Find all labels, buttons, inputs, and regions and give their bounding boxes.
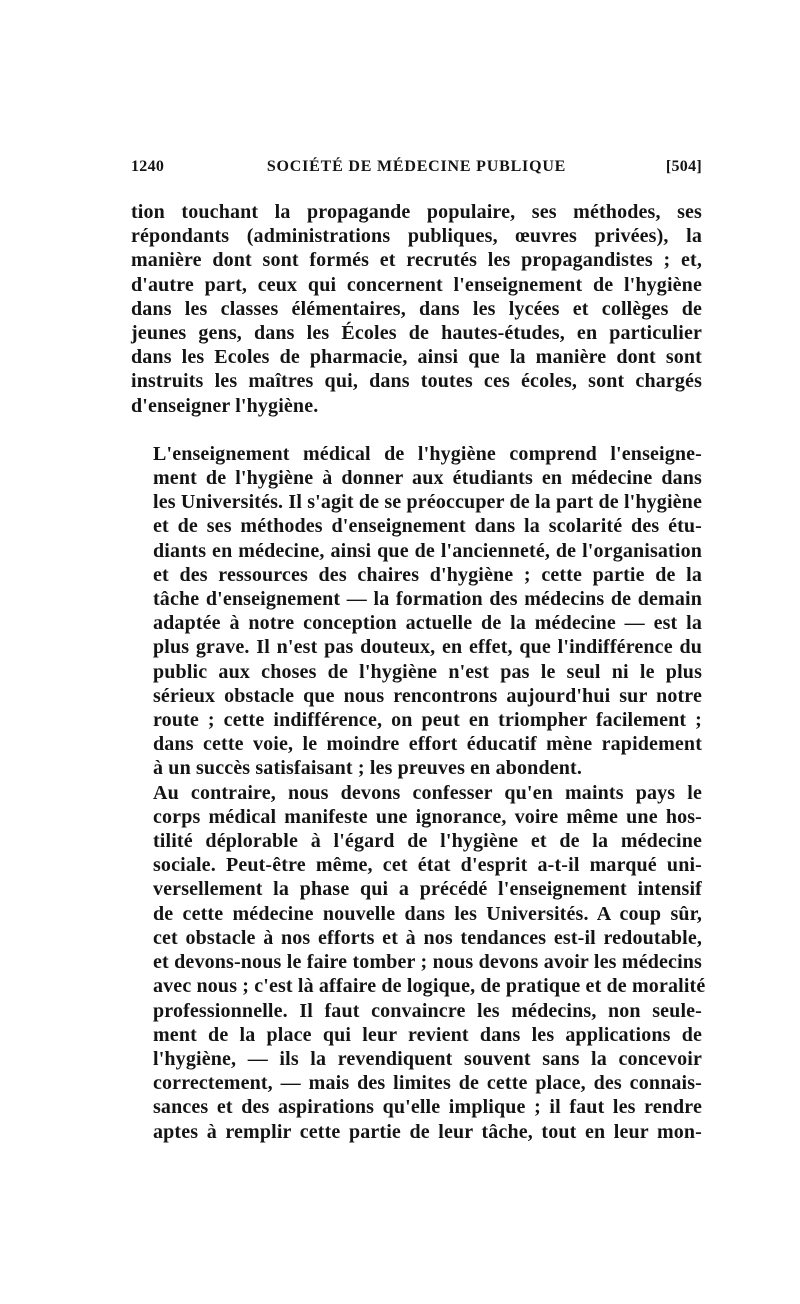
text-line: route ; cette indifférence, on peut en triompher facilement ; [153,709,702,732]
text-line: cet obstacle à nos efforts et à nos tendances est-il redoutable, [153,926,702,949]
text-line: d'autre part, ceux qui concernent l'enseignement de l'hygiène [131,273,702,296]
running-head [131,158,702,180]
text-line: sances et des aspirations qu'elle implique ; il faut les rendre [153,1096,702,1119]
text-line: les Universités. Il s'agit de se préoccuper de la part de l'hygiène [153,491,702,514]
text-line: tâche d'enseignement — la formation des médecins de demain [153,588,702,611]
paragraph-1 [131,200,702,418]
text-line: manière dont sont formés et recrutés les propagandistes ; et, [131,249,702,272]
text-line: public aux choses de l'hygiène n'est pas le seul ni le plus [153,660,702,683]
body-text [131,200,706,1144]
text-line: l'hygiène, — ils la revendiquent souvent sans la concevoir [153,1047,702,1070]
page-number: 1240 [131,158,165,175]
text-line: dans les Ecoles de pharmacie, ainsi que la manière dont sont [131,346,702,369]
text-line: plus grave. Il n'est pas douteux, en effet, que l'indifférence du [153,636,702,659]
text-line: L'enseignement médical de l'hygiène comprend l'enseigne- [153,442,702,465]
text-line: dans les classes élémentaires, dans les lycées et collèges de [131,297,702,320]
page-reference: [504] [665,158,702,175]
text-line: ment de l'hygiène à donner aux étudiants en médecine dans [153,467,702,490]
text-line: versellement la phase qui a précédé l'enseignement intensif [153,878,702,901]
text-line: professionnelle. Il faut convaincre les médecins, non seule- [153,999,702,1022]
text-line: tilité déplorable à l'égard de l'hygiène et de la médecine [153,830,702,853]
book-page [131,158,706,1144]
paragraph-2 [131,442,702,781]
text-line: diants en médecine, ainsi que de l'ancienneté, de l'organisation [153,539,702,562]
text-line: d'enseigner l'hygiène. [131,394,319,417]
text-line: répondants (administrations publiques, œuvres privées), la [131,225,702,248]
text-line: adaptée à notre conception actuelle de la médecine — est la [153,612,702,635]
text-line: de cette médecine nouvelle dans les Universités. A coup sûr, [153,902,702,925]
text-line: aptes à remplir cette partie de leur tâche, tout en leur mon- [153,1120,702,1143]
text-line: avec nous ; c'est là affaire de logique, de pratique et de moralité [153,975,706,998]
text-line: correctement, — mais des limites de cette place, des connais- [153,1072,702,1095]
text-line: sociale. Peut-être même, cet état d'esprit a-t-il marqué uni- [153,854,702,877]
text-line: jeunes gens, dans les Écoles de hautes-études, en particulier [131,322,702,345]
text-line: et des ressources des chaires d'hygiène ; cette partie de la [153,563,702,586]
running-title: SOCIÉTÉ DE MÉDECINE PUBLIQUE [266,158,567,175]
text-line: ment de la place qui leur revient dans les applications de [153,1023,702,1046]
text-line: à un succès satisfaisant ; les preuves en abondent. [153,757,582,780]
text-line: corps médical manifeste une ignorance, voire même une hos- [153,805,702,828]
paragraph-3 [131,781,706,1144]
text-line: Au contraire, nous devons confesser qu'en maints pays le [153,781,702,804]
text-line: et devons-nous le faire tomber ; nous devons avoir les médecins [153,951,702,974]
text-line: dans cette voie, le moindre effort éducatif mène rapidement [153,733,702,756]
text-line: sérieux obstacle que nous rencontrons aujourd'hui sur notre [153,684,702,707]
text-line: tion touchant la propagande populaire, ses méthodes, ses [131,201,702,223]
text-line: instruits les maîtres qui, dans toutes ces écoles, sont chargés [131,370,702,393]
text-line: et de ses méthodes d'enseignement dans la scolarité des étu- [153,515,702,538]
